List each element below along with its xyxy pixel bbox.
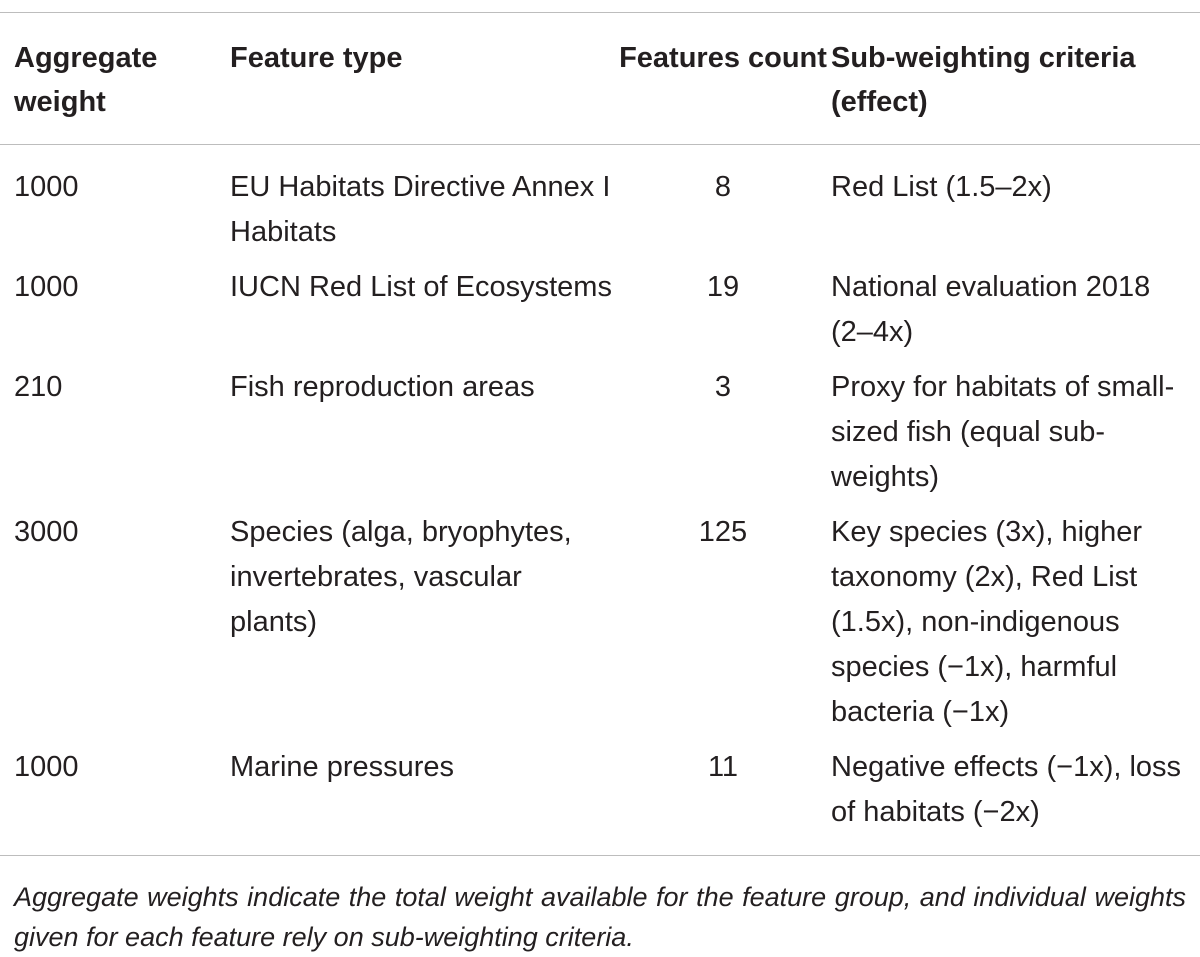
- weights-table: [0, 12, 1200, 856]
- header-feature-type: Feature type: [230, 42, 403, 74]
- cell-features-count: 125: [698, 516, 748, 548]
- table-row: [0, 365, 1200, 510]
- cell-criteria: Red List (1.5–2x): [831, 171, 1052, 203]
- cell-aggregate-weight: 210: [14, 371, 63, 403]
- cell-aggregate-weight: 3000: [14, 516, 79, 548]
- header-features-count: Features count: [619, 42, 827, 74]
- cell-feature-type: IUCN Red List of Ecosystems: [230, 271, 612, 303]
- cell-criteria: Proxy for habitats of small-sized fish (equal sub-weights): [831, 371, 1175, 493]
- cell-feature-type: EU Habitats Directive Annex I Habitats: [230, 171, 611, 248]
- cell-features-count: 19: [706, 271, 740, 303]
- table-footnote: Aggregate weights indicate the total weight available for the feature group, and individual weights given for each feature rely on sub-weighting criteria.: [14, 882, 1186, 952]
- table-row: [0, 510, 1200, 745]
- cell-criteria: Negative effects (−1x), loss of habitats (−2x): [831, 751, 1182, 828]
- cell-feature-type: Species (alga, bryophytes, invertebrates, vascular plants): [230, 516, 572, 638]
- cell-features-count: 3: [714, 371, 732, 403]
- cell-feature-type: Marine pressures: [230, 751, 455, 783]
- cell-criteria: Key species (3x), higher taxonomy (2x), Red List (1.5x), non-indigenous species (−1x), harmful bacteria (−1x): [831, 516, 1143, 728]
- cell-aggregate-weight: 1000: [14, 171, 79, 203]
- header-aggregate-weight: Aggregate weight: [14, 42, 158, 118]
- cell-aggregate-weight: 1000: [14, 271, 79, 303]
- header-row: [0, 13, 1200, 145]
- cell-aggregate-weight: 1000: [14, 751, 79, 783]
- header-sub-weighting-criteria: Sub-weighting criteria (effect): [831, 42, 1136, 118]
- cell-features-count: 11: [707, 751, 739, 783]
- table-row: [0, 145, 1200, 266]
- cell-features-count: 8: [714, 171, 732, 203]
- table-row: [0, 745, 1200, 856]
- cell-criteria: National evaluation 2018 (2–4x): [831, 271, 1151, 348]
- cell-feature-type: Fish reproduction areas: [230, 371, 535, 403]
- table-row: [0, 265, 1200, 365]
